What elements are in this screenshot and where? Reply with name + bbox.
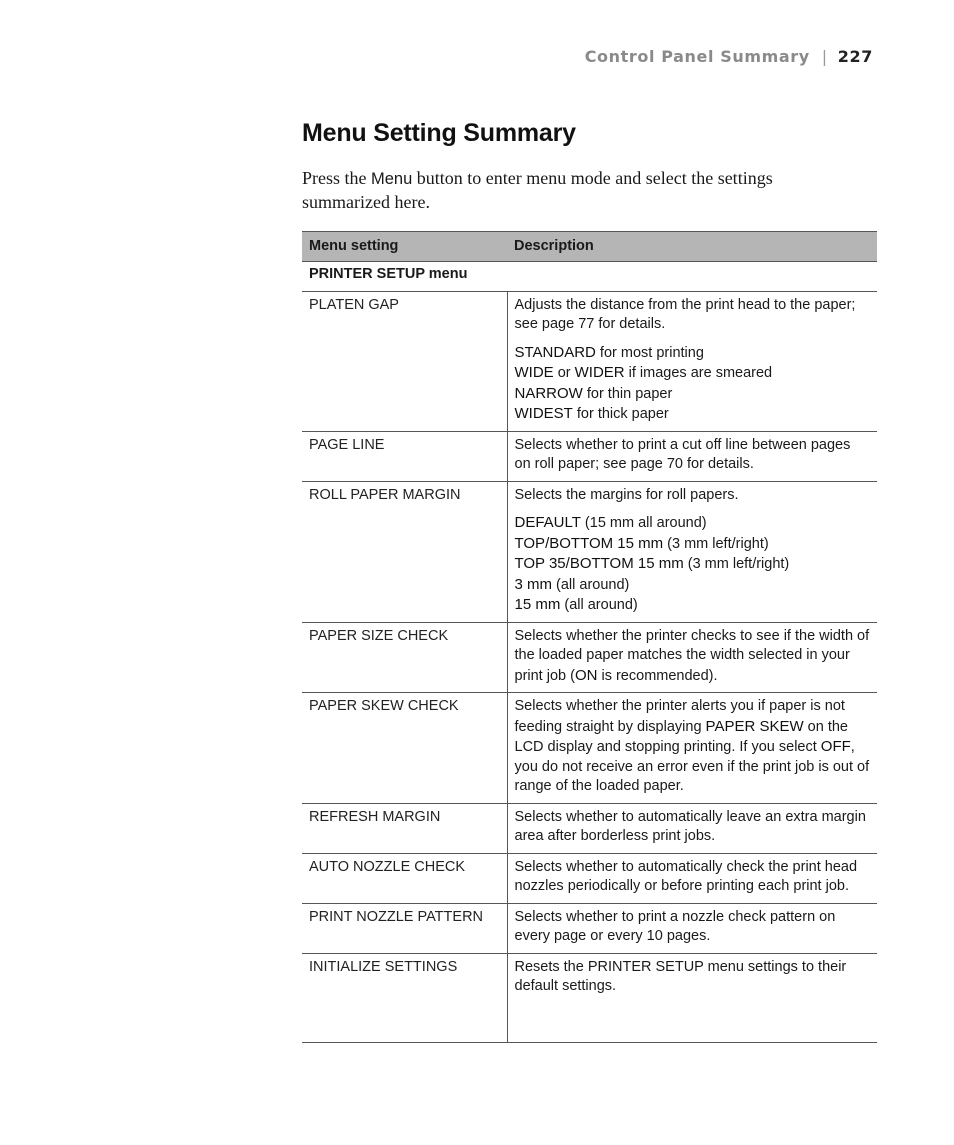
option-line xyxy=(515,363,871,384)
table-row xyxy=(302,291,877,431)
intro-paragraph xyxy=(302,167,862,214)
description-cell xyxy=(507,622,877,693)
description-paragraph xyxy=(515,858,871,897)
description-text: Selects whether to print a nozzle check pattern on every page or every 10 pages. xyxy=(514,908,836,944)
running-header xyxy=(585,47,873,66)
menu-setting-cell: ROLL PAPER MARGIN xyxy=(302,481,507,622)
option-line xyxy=(515,404,871,425)
menu-setting-cell: PRINT NOZZLE PATTERN xyxy=(302,903,507,953)
option-note: (all around) xyxy=(552,576,630,593)
description-text: Selects whether the printer alerts you if paper is not feeding straight by displaying xyxy=(514,698,845,735)
description-text: Selects whether to print a cut off line between pages on roll paper; see page 70 for details. xyxy=(514,436,851,472)
option-note: (3 mm left/right) xyxy=(663,535,769,552)
option-note: (3 mm left/right) xyxy=(683,556,790,572)
option-line xyxy=(515,595,871,616)
menu-button-name: Menu xyxy=(371,170,413,188)
option-value: DEFAULT xyxy=(514,514,581,531)
option-note: for most printing xyxy=(595,344,704,361)
option-line xyxy=(515,343,871,364)
description-paragraph xyxy=(515,627,871,687)
table-header-row xyxy=(302,232,877,262)
option-note: or xyxy=(553,365,575,381)
option-note: if images are smeared xyxy=(624,365,773,381)
option-line xyxy=(515,575,871,596)
description-paragraph xyxy=(515,436,871,475)
option-line xyxy=(515,513,871,534)
description-paragraph xyxy=(515,958,871,997)
table-row xyxy=(302,903,877,953)
option-value: STANDARD xyxy=(514,343,596,361)
menu-setting-cell: INITIALIZE SETTINGS xyxy=(302,953,507,1042)
option-value: NARROW xyxy=(514,384,583,402)
menu-value-keyword: PAPER SKEW xyxy=(705,717,804,735)
options-list xyxy=(515,343,871,425)
menu-setting-cell: PAPER SIZE CHECK xyxy=(302,622,507,693)
table-row xyxy=(302,481,877,622)
description-cell xyxy=(507,803,877,853)
menu-settings-table xyxy=(302,231,877,1043)
menu-setting-cell: PLATEN GAP xyxy=(302,291,507,431)
table-row xyxy=(302,622,877,693)
description-text: Selects whether the printer checks to see if the width of the loaded paper matches the width selected in your print job ( xyxy=(514,627,870,684)
description-text: on the LCD display and stopping printing. If you select xyxy=(514,718,848,755)
table-body xyxy=(302,262,877,1043)
menu-setting-cell: REFRESH MARGIN xyxy=(302,803,507,853)
option-note: (15 mm all around) xyxy=(580,515,707,531)
description-paragraph xyxy=(515,908,871,947)
description-paragraph xyxy=(515,486,871,506)
menu-setting-cell: AUTO NOZZLE CHECK xyxy=(302,853,507,903)
description-text: Selects whether to automatically check the print head nozzles periodically or before printing each print job. xyxy=(514,858,858,894)
description-cell xyxy=(507,291,877,431)
description-cell xyxy=(507,903,877,953)
description-cell xyxy=(507,853,877,903)
table-row xyxy=(302,431,877,481)
intro-text-after: button to enter menu mode and select the settings summarized here. xyxy=(302,168,773,212)
option-value: 15 mm xyxy=(514,596,561,613)
option-line xyxy=(515,534,871,555)
menu-value-keyword: OFF xyxy=(820,738,851,755)
section-label: PRINTER SETUP menu xyxy=(302,262,877,292)
description-cell xyxy=(507,693,877,804)
option-value: TOP 35/BOTTOM 15 mm xyxy=(514,555,684,572)
description-cell xyxy=(507,481,877,622)
option-line xyxy=(515,554,871,575)
option-value: TOP/BOTTOM 15 mm xyxy=(514,534,664,552)
menu-settings-table-container xyxy=(302,231,877,1043)
description-text: Selects whether to automatically leave an extra margin area after borderless print jobs. xyxy=(514,808,866,844)
menu-setting-cell: PAGE LINE xyxy=(302,431,507,481)
description-text: Adjusts the distance from the print head to the paper; see page 77 for details. xyxy=(514,296,856,332)
option-note: for thin paper xyxy=(582,385,673,402)
option-note: for thick paper xyxy=(572,406,669,422)
description-text: , you do not receive an error even if the print job is out of range of the loaded paper. xyxy=(514,739,870,794)
options-list xyxy=(515,513,871,616)
description-cell xyxy=(507,953,877,1042)
header-separator: | xyxy=(821,47,828,66)
table-row xyxy=(302,953,877,1042)
table-row xyxy=(302,803,877,853)
description-text: Resets the PRINTER SETUP menu settings to their default settings. xyxy=(514,958,847,994)
option-value: WIDE xyxy=(514,364,554,381)
option-line xyxy=(515,384,871,405)
description-text: Selects the margins for roll papers. xyxy=(514,486,739,503)
option-value: WIDER xyxy=(574,364,625,381)
description-text: is recommended). xyxy=(597,667,718,684)
option-value: WIDEST xyxy=(514,405,573,422)
menu-value-keyword: ON xyxy=(574,666,598,684)
menu-setting-cell: PAPER SKEW CHECK xyxy=(302,693,507,804)
description-paragraph xyxy=(515,808,871,847)
description-paragraph xyxy=(515,296,871,335)
section-title: Control Panel Summary xyxy=(584,47,810,66)
section-row xyxy=(302,262,877,292)
page-number: 227 xyxy=(837,47,873,66)
intro-text-before: Press the xyxy=(302,168,371,188)
table-row xyxy=(302,693,877,804)
column-header-menu-setting: Menu setting xyxy=(302,232,507,262)
description-paragraph xyxy=(515,697,871,797)
page-title: Menu Setting Summary xyxy=(302,119,576,147)
table-row xyxy=(302,853,877,903)
option-value: 3 mm xyxy=(514,575,552,593)
option-note: (all around) xyxy=(560,597,638,613)
description-cell xyxy=(507,431,877,481)
column-header-description: Description xyxy=(507,232,877,262)
